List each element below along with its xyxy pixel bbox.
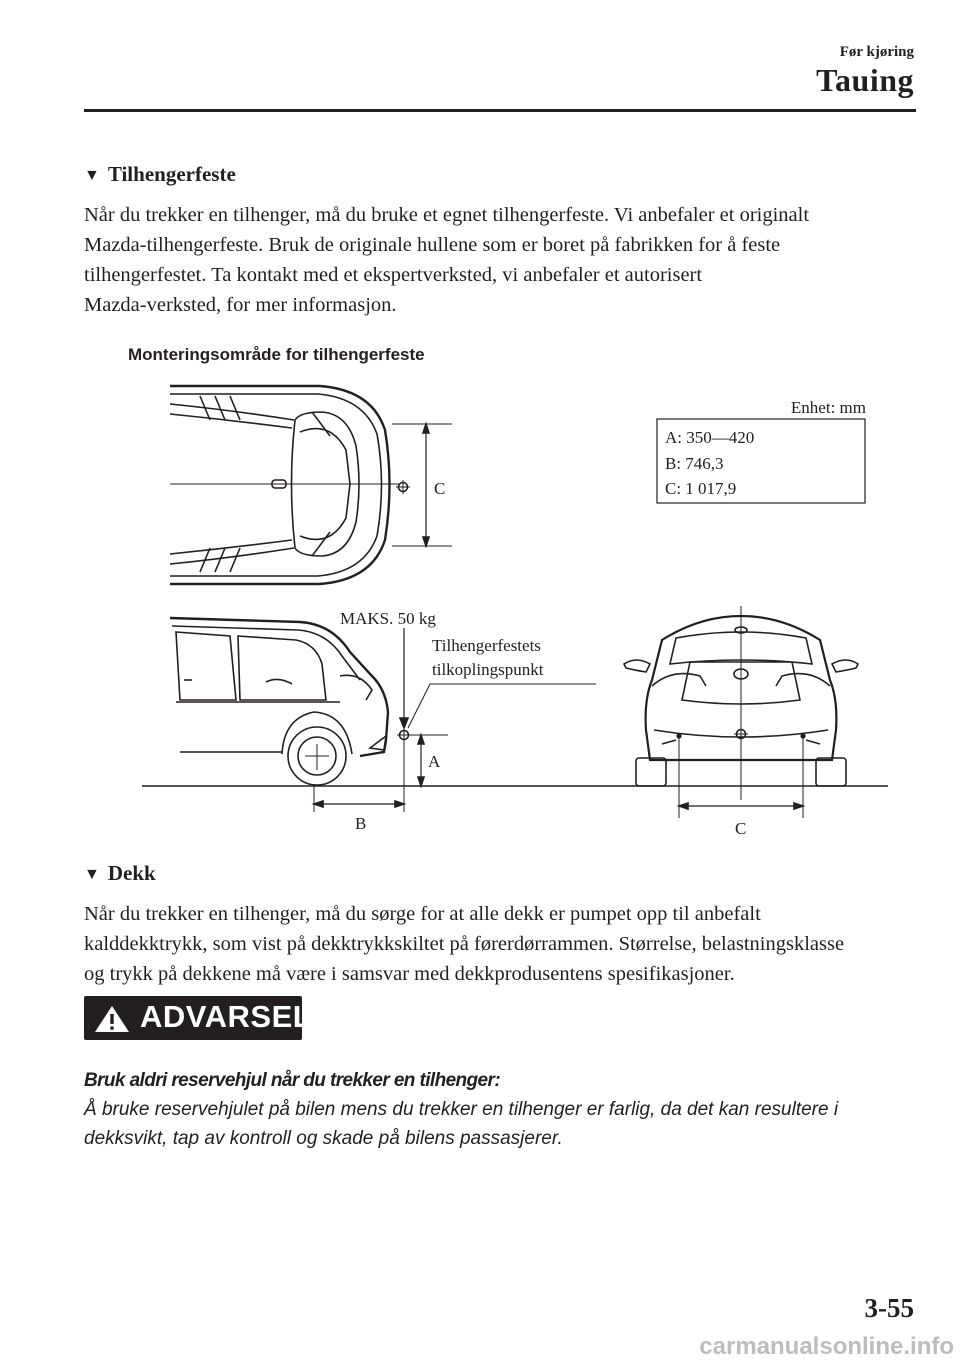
triangle-marker-icon: ▼ [84, 167, 100, 184]
paragraph-line: Mazda-tilhengerfeste. Bruk de originale hullene som er boret på fabrikken for å feste [84, 234, 781, 256]
dim-a-value: A: 350—420 [665, 428, 755, 447]
triangle-marker-icon: ▼ [84, 866, 100, 883]
dim-c-value: C: 1 017,9 [665, 479, 737, 498]
paragraph-line: Når du trekker en tilhenger, må du sørge for at alle dekk er pumpet opp til anbefalt [84, 903, 761, 925]
warning-title: Bruk aldri reservehjul når du trekker en tilhenger: [84, 1070, 501, 1091]
paragraph-line: Mazda-verksted, for mer informasjon. [84, 294, 397, 316]
paragraph-line: kalddekktrykk, som vist på dekktrykkskiltet på førerdørrammen. Størrelse, belastningsklasse [84, 933, 845, 955]
dim-b-value: B: 746,3 [665, 454, 724, 473]
heading-text: Dekk [107, 861, 156, 885]
dim-a-label: A [428, 752, 441, 771]
car-rear-view [624, 606, 858, 800]
unit-label: Enhet: mm [790, 398, 866, 417]
car-top-view [170, 386, 400, 584]
paragraph-line: og trykk på dekkene må være i samsvar med dekkprodusentens spesifikasjoner. [84, 963, 735, 985]
section-title: Tauing [816, 62, 914, 98]
paragraph-line: tilhengerfestet. Ta kontakt med et ekspertverksted, vi anbefaler et autorisert [84, 264, 703, 286]
warning-label: ADVARSEL [140, 999, 313, 1034]
car-side-view [170, 618, 388, 785]
figure-title: Monteringsområde for tilhengerfeste [128, 345, 425, 364]
hitch-point-label-1: Tilhengerfestets [432, 636, 541, 655]
dim-c-label-top: C [434, 479, 446, 498]
warning-line: Å bruke reservehjulet på bilen mens du trekker en tilhenger er farlig, da det kan resultere i [84, 1099, 839, 1120]
heading-text: Tilhengerfeste [107, 162, 236, 186]
warning-triangle-icon [93, 1004, 131, 1034]
chapter-title: Før kjøring [839, 44, 914, 60]
hitch-point-label-2: tilkoplingspunkt [432, 660, 544, 679]
warning-line: dekksvikt, tap av kontroll og skade på bilens passasjerer. [84, 1128, 563, 1149]
page-number: 3-55 [864, 1293, 914, 1323]
warning-body [84, 1095, 924, 1153]
dim-c-label-rear: C [735, 819, 747, 838]
dim-b-label: B [355, 814, 367, 833]
heading-dekk [84, 861, 156, 886]
max-load-label: MAKS. 50 kg [340, 609, 436, 628]
paragraph-dekk [84, 899, 919, 989]
watermark: carmanualsonline.info [699, 1333, 954, 1360]
paragraph-line: Når du trekker en tilhenger, må du bruke et egnet tilhengerfeste. Vi anbefaler et originalt [84, 204, 810, 226]
